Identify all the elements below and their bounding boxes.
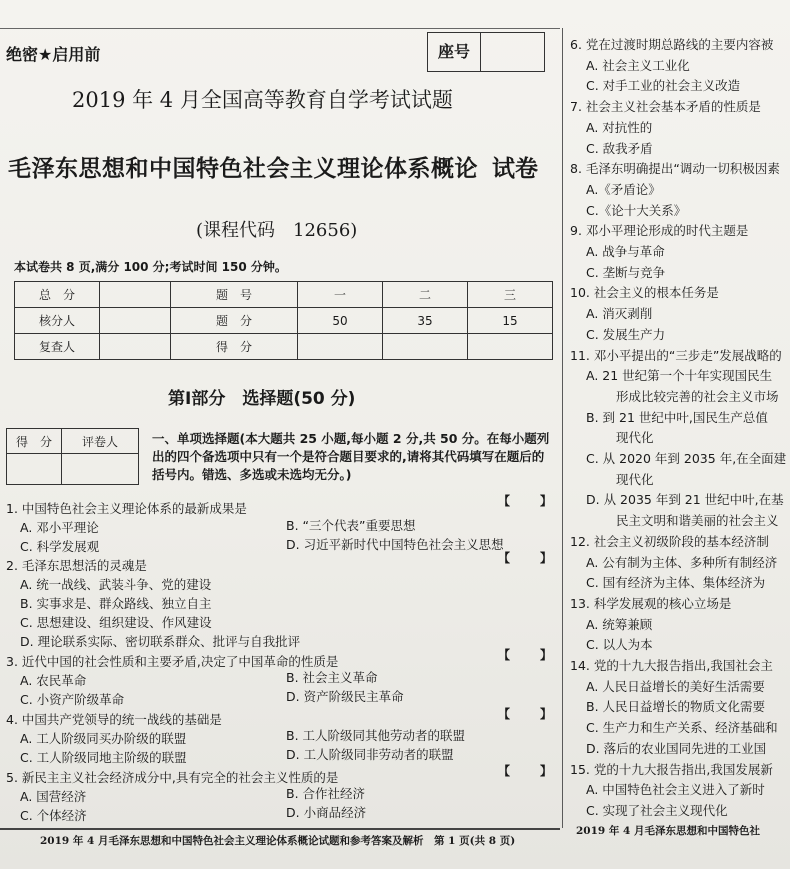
question-stem: 5. 新民主主义社会经济成分中,具有完全的社会主义性质的是 (6, 770, 339, 785)
right-question-stem: 7. 社会主义社会基本矛盾的性质是 (570, 99, 761, 115)
right-option: A. 战争与革命 (586, 244, 665, 259)
score-cell: 复查人 (15, 334, 100, 360)
right-question-stem: 6. 党在过渡时期总路线的主要内容被 (570, 37, 774, 52)
section-instructions: 一、单项选择题(本大题共 25 小题,每小题 2 分,共 50 分。在每小题列出的四个备选项中只有一个是符合题目要求的,请将其代码填写在题后的括号内。错选、多选或未选均无分。) (152, 431, 550, 482)
right-option-continuation: 民主文明和谐美丽的社会主义 (616, 513, 779, 529)
right-question-stem: 8. 毛泽东明确提出“调动一切积极因素 (570, 161, 780, 177)
score-cell: 核分人 (15, 308, 100, 334)
grader-name-header: 评卷人 (62, 429, 139, 454)
right-option: A. 人民日益增长的美好生活需要 (586, 678, 765, 694)
subject-suffix: 试卷 (492, 155, 538, 182)
score-cell: 35 (383, 308, 468, 334)
score-cell: 50 (298, 308, 383, 334)
right-option: D. 从 2035 年到 21 世纪中叶,在基 (586, 492, 784, 508)
answer-bracket[interactable]: 【 】 (498, 648, 555, 662)
option-c: C. 个体经济 (20, 808, 87, 823)
option-a: A. 国营经济 (20, 789, 87, 804)
right-option-continuation: 现代化 (616, 471, 654, 487)
option-c: C. 工人阶级同地主阶级的联盟 (20, 750, 187, 765)
right-option: A. 公有制为主体、多种所有制经济 (586, 554, 778, 570)
score-cell: 总 分 (15, 282, 100, 308)
option-a: A. 统一战线、武装斗争、党的建设 (20, 577, 212, 592)
seat-label: 座号 (428, 33, 481, 71)
right-option-continuation: 现代化 (616, 430, 654, 446)
right-option: D. 落后的农业国同先进的工业国 (586, 740, 767, 756)
right-option: A. 社会主义工业化 (586, 57, 690, 73)
score-cell[interactable] (383, 334, 468, 360)
score-cell: 一 (298, 282, 383, 308)
grader-table (6, 428, 139, 485)
right-question-stem: 12. 社会主义初级阶段的基本经济制 (570, 533, 769, 549)
page-footer-right: 2019 年 4 月毛泽东思想和中国特色社 (576, 825, 760, 837)
option-b: B. 实事求是、群众路线、独立自主 (20, 596, 212, 611)
score-row (15, 334, 553, 360)
right-option-continuation: 形成比较完善的社会主义市场 (616, 388, 779, 404)
right-question-stem: 11. 邓小平提出的“三步走”发展战略的 (570, 347, 782, 363)
right-option: C.《论十大关系》 (586, 202, 687, 218)
score-cell: 15 (468, 308, 553, 334)
right-option: C. 生产力和生产关系、经济基础和 (586, 720, 778, 736)
option-d: D. 资产阶级民主革命 (286, 689, 404, 704)
option-d: D. 工人阶级同非劳动者的联盟 (286, 747, 454, 762)
right-option: C. 从 2020 年到 2035 年,在全面建 (586, 451, 787, 466)
right-option: C. 垄断与竞争 (586, 264, 666, 280)
right-option: C. 发展生产力 (586, 326, 666, 342)
right-option: B. 到 21 世纪中叶,国民生产总值 (586, 409, 768, 425)
score-cell: 题 号 (171, 282, 298, 308)
option-d: D. 理论联系实际、密切联系群众、批评与自我批评 (20, 634, 301, 649)
exam-note: 本试卷共 8 页,满分 100 分;考试时间 150 分钟。 (14, 260, 287, 274)
right-option: B. 人民日益增长的物质文化需要 (586, 699, 766, 715)
part1-title: 第Ⅰ部分 选择题(50 分) (168, 389, 356, 409)
score-cell: 题 分 (171, 308, 298, 334)
score-cell[interactable] (298, 334, 383, 360)
right-question-stem: 9. 邓小平理论形成的时代主题是 (570, 223, 749, 239)
score-cell: 得 分 (171, 334, 298, 360)
option-c: C. 思想建设、组织建设、作风建设 (20, 615, 212, 630)
option-b: B. “三个代表”重要思想 (286, 518, 416, 533)
option-c: C. 小资产阶级革命 (20, 692, 125, 707)
right-question-stem: 14. 党的十九大报告指出,我国社会主 (570, 658, 773, 673)
right-question-stem: 15. 党的十九大报告指出,我国发展新 (570, 761, 773, 777)
course-code: (课程代码 12656) (196, 220, 358, 241)
score-cell: 三 (468, 282, 553, 308)
grader-name-cell[interactable] (62, 454, 139, 485)
grader-score-cell[interactable] (7, 454, 62, 485)
right-option: C. 国有经济为主体、集体经济为 (586, 575, 766, 591)
right-question-stem: 13. 科学发展观的核心立场是 (570, 595, 732, 611)
option-a: A. 工人阶级同买办阶级的联盟 (20, 731, 187, 746)
score-cell[interactable] (100, 308, 171, 334)
exam-title: 2019 年 4 月全国高等教育自学考试试题 (72, 88, 453, 112)
right-option: C. 以人为本 (586, 637, 653, 653)
answer-bracket[interactable]: 【 】 (498, 707, 555, 721)
right-option: C. 敌我矛盾 (586, 140, 653, 156)
option-b: B. 社会主义革命 (286, 670, 378, 685)
score-cell[interactable] (468, 334, 553, 360)
score-cell: 二 (383, 282, 468, 308)
answer-bracket[interactable]: 【 】 (498, 764, 555, 778)
right-option: A. 21 世纪第一个十年实现国民生 (586, 368, 773, 384)
question-stem: 1. 中国特色社会主义理论体系的最新成果是 (6, 501, 247, 516)
question-stem: 2. 毛泽东思想活的灵魂是 (6, 558, 147, 573)
grader-score-header: 得 分 (7, 429, 62, 454)
score-row (15, 308, 553, 334)
option-d: D. 习近平新时代中国特色社会主义思想 (286, 537, 504, 552)
right-option: C. 实现了社会主义现代化 (586, 802, 728, 818)
option-b: B. 工人阶级同其他劳动者的联盟 (286, 728, 466, 743)
question-stem: 4. 中国共产党领导的统一战线的基础是 (6, 712, 222, 727)
option-d: D. 小商品经济 (286, 805, 367, 820)
option-a: A. 农民革命 (20, 673, 87, 688)
right-option: A. 消灭剥削 (586, 306, 653, 322)
answer-bracket[interactable]: 【 】 (498, 494, 555, 508)
option-c: C. 科学发展观 (20, 539, 100, 554)
question-stem: 3. 近代中国的社会性质和主要矛盾,决定了中国革命的性质是 (6, 654, 339, 669)
score-row (15, 282, 553, 308)
score-cell[interactable] (100, 334, 171, 360)
right-option: A. 统筹兼顾 (586, 616, 653, 632)
page-footer: 2019 年 4 月毛泽东思想和中国特色社会主义理论体系概论试题和参考答案及解析 第 1 页(共 8 页) (40, 835, 516, 847)
score-table (14, 281, 553, 360)
right-option: A. 对抗性的 (586, 119, 653, 135)
right-option: C. 对手工业的社会主义改造 (586, 78, 741, 94)
option-b: B. 合作社经济 (286, 786, 366, 801)
score-cell[interactable] (100, 282, 171, 308)
option-a: A. 邓小平理论 (20, 520, 99, 535)
top-rule (0, 28, 560, 29)
answer-bracket[interactable]: 【 】 (498, 551, 555, 565)
confidential-label: 绝密★启用前 (6, 45, 101, 64)
right-question-stem: 10. 社会主义的根本任务是 (570, 285, 719, 301)
column-divider (562, 28, 563, 828)
right-option: A.《矛盾论》 (586, 181, 661, 197)
subject-title: 毛泽东思想和中国特色社会主义理论体系概论 (8, 155, 478, 182)
seat-number-box[interactable] (427, 32, 545, 72)
right-option: A. 中国特色社会主义进入了新时 (586, 782, 765, 798)
